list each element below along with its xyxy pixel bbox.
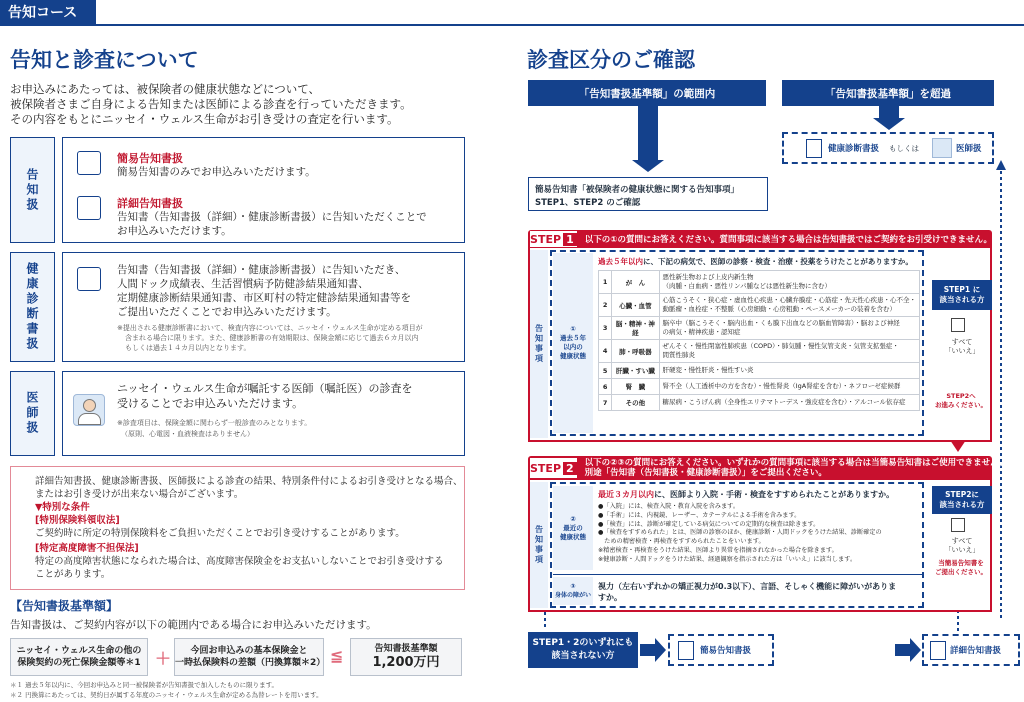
row-number: 5	[599, 363, 612, 379]
simple-head-line: 簡易告知書「被保険者の健康状態に関する告知事項」	[535, 185, 740, 195]
kenshin-desc: 告知書（告知書扱（詳細）・健康診断書扱）に告知いただき、	[117, 264, 406, 276]
cond2-desc: 特定の高度障害状態になられた場合は、高度障害保険金をお支払いしないことでお引き受けする	[35, 556, 444, 567]
pen-document-icon	[930, 641, 946, 660]
note-line: ●「検査」には、診断が確定している病気についての定期的な検査は除きます。	[598, 520, 820, 528]
note-line: ●「検査をすすめられた」とは、医師の診察のほか、健康診断・人間ドックをうけた結果、診断確定の	[598, 529, 882, 537]
special-heading: ▼特別な条件	[35, 502, 90, 513]
row-number: 7	[599, 395, 612, 411]
standard-desc: 告知書扱は、ご契約内容が以下の範囲内である場合にお申込みいただけます。	[10, 619, 377, 631]
simple-title: 簡易告知書扱	[117, 152, 183, 165]
q3-label: ③ 身体の障がい	[553, 577, 593, 605]
desc-line: 心筋こうそく・狭心症・虚血性心疾患・心臓弁膜症・心筋症・先天性心疾患・心不全・	[662, 296, 916, 304]
desc-line: 脳卒中（脳こうそく・脳内出血・くも膜下出血などの脳血管障害）・脳および神経	[662, 319, 900, 327]
ishi-side: 医師扱	[10, 371, 55, 456]
notice-intro: 詳細告知書扱、健康診断書扱、医師扱による診査の結果、特別条件付によるお引き受けとなる場合、	[35, 476, 463, 487]
q1-text	[598, 256, 913, 267]
step1-badge: STEP 1	[530, 231, 577, 247]
footnote-2: ＊２ 円換算にあたっては、契約日が属する年度のニッセイ・ウェルス生命が定める為替レートを用います。	[10, 691, 323, 699]
notice-intro: またはお引き受けが出来ない場合がございます。	[35, 489, 244, 500]
lead-line: その内容をもとにニッセイ・ウェルス生命がお引き受けの査定を行います。	[10, 112, 399, 126]
cond2-desc: ことがあります。	[35, 569, 111, 580]
row-number: 6	[599, 379, 612, 395]
over-option-b: 医師扱	[956, 144, 982, 154]
within-header: 「告知書扱基準額」の範囲内	[528, 80, 766, 106]
ishi-note: ※診査項目は、保険金額に関わらず一般診査のみとなります。	[117, 419, 312, 427]
document-icon	[678, 641, 694, 660]
detail-desc: 告知書（告知書扱（詳細）・健康診断書扱）に告知いただくことで	[117, 211, 427, 223]
table-row	[599, 395, 920, 411]
step1-instruction: 以下の①の質問にお答えください。質問事項に該当する場合は告知書扱ではご契約をお引受けできません。	[584, 235, 992, 245]
row-number: 1	[599, 271, 612, 294]
q2-label: ② 最近の 健康状態	[553, 486, 593, 570]
step2-side: 告知事項	[530, 482, 548, 608]
section-tab: 告知コース	[0, 0, 96, 26]
kenshin-note: ※提出される健康診断書において、検査内容については、ニッセイ・ウェルス生命が定める項目が	[117, 324, 423, 332]
table-row	[599, 294, 920, 317]
footnote-1: ＊１ 過去５年以内に、今回お申込みと同一被保険者が告知書扱で加入したものに限ります。	[10, 681, 279, 689]
note-line: ※健康診断・人間ドックをうけた結果、経過観察を指示された方は「いいえ」に該当します。	[598, 555, 857, 563]
disease-category: 肝臓・すい臓	[612, 363, 659, 379]
q3-text: 視力（左右いずれかの矯正視力が0.3以下）、言語、そしゃく機能に障がいがありま すか。	[598, 582, 897, 602]
lead-line: 被保険者さまご自身による告知または医師による診査を行っていただきます。	[10, 97, 412, 111]
note-line: ●「手術」には、内視鏡、レーザー、カテーテルによる手術を含みます。	[598, 511, 801, 519]
none-applies-box: STEP1・2のいずれにも 該当されない方	[528, 632, 638, 668]
box2-line: 一時払保険料の差額（円換算額＊2）	[175, 658, 326, 668]
lead-line: お申込みにあたっては、被保険者の健康状態などについて、	[10, 82, 321, 96]
simple-desc: 簡易告知書のみでお申込みいただけます。	[117, 166, 316, 178]
kenshin-desc: ご提出いただくことでお申込みいただけます。	[117, 306, 337, 318]
ishi-desc: ニッセイ・ウェルス生命が嘱託する医師（嘱託医）の診査を	[117, 382, 413, 395]
standard-title: 【告知書扱基準額】	[10, 599, 119, 613]
cond2-title: [特定高度障害不担保法]	[35, 543, 139, 554]
kenshin-desc: 定期健康診断結果通知書、市区町村の特定健診結果通知書等を	[117, 292, 411, 304]
step2-checkbox[interactable]	[951, 518, 965, 532]
disease-category: 腎 臓	[612, 379, 659, 395]
step2-applies: STEP2に 該当される方	[932, 486, 992, 514]
desc-line: ぜんそく・慢性閉塞性肺疾患（COPD）・肺気腫・慢性気管支炎・気管支拡張症・	[662, 342, 899, 350]
q1-label: ① 過去５年 以内の 健康状態	[553, 253, 593, 433]
q1-emphasis: 過去５年以内	[598, 257, 643, 266]
desc-line: 肝硬変・慢性肝炎・慢性すい炎	[662, 366, 754, 374]
over-option-a: 健康診断書扱	[828, 144, 880, 154]
cond1-desc: ご契約時に所定の特別保険料をご負担いただくことでお引き受けすることがあります。	[35, 528, 405, 539]
step2-bar	[528, 456, 1008, 480]
q-divider	[553, 574, 923, 575]
cond1-title: [特別保険料領収法]	[35, 515, 120, 526]
desc-line: 悪性新生物および上皮内新生物	[662, 273, 754, 281]
row-number: 2	[599, 294, 612, 317]
box1-line: 保険契約の死亡保険金額等＊1	[17, 658, 141, 668]
step1-applies: STEP1 に 該当される方	[932, 280, 992, 310]
note-line: ●「入院」には、検査入院・教育入院を含みます。	[598, 503, 740, 510]
table-row	[599, 379, 920, 395]
detail-result-box	[922, 634, 1020, 666]
q2-notes	[598, 503, 882, 565]
box3-label: 告知書扱基準額	[374, 644, 438, 654]
ishi-note: （原則、心電図・血液検査はありません）	[121, 430, 254, 438]
disease-category: が ん	[612, 271, 659, 294]
step1-all-no: すべて 「いいえ」	[944, 338, 980, 355]
disease-desc	[659, 395, 920, 411]
step2-badge: STEP 2	[530, 458, 577, 478]
step1-bar	[528, 230, 992, 248]
detail-title: 詳細告知書扱	[117, 197, 183, 210]
row-number: 3	[599, 317, 612, 340]
ishi-desc: 受けることでお申込みいただけます。	[117, 397, 304, 410]
left-title: 告知と診査について	[10, 48, 199, 72]
desc-line: 糖尿病・こうげん病（全身性エリテマトーデス・強皮症を含む）・アルコール依存症	[662, 398, 906, 406]
over-options-box	[782, 132, 994, 164]
disease-category: 脳・精神・神経	[612, 317, 659, 340]
box3-value: 1,200万円	[372, 655, 440, 670]
disease-desc	[659, 317, 920, 340]
desc-line: の病気・精神疾患・認知症	[662, 328, 741, 336]
disease-desc	[659, 294, 920, 317]
disease-desc	[659, 340, 920, 363]
step1-checkbox[interactable]	[951, 318, 965, 332]
table-row	[599, 271, 920, 294]
note-line: ための精密検査・再検査をすすめられたことをいいます。	[598, 538, 765, 546]
disease-category: 心臓・血管	[612, 294, 659, 317]
step1-side: 告知事項	[530, 250, 548, 438]
plus-sign: ＋	[155, 649, 172, 668]
step2-all-no: すべて 「いいえ」	[944, 537, 980, 554]
simple-result-box	[668, 634, 774, 666]
table-row	[599, 340, 920, 363]
right-title: 診査区分のご確認	[527, 48, 695, 72]
table-row	[599, 317, 920, 340]
le-sign: ≦	[330, 646, 344, 665]
desc-line: 間質性肺炎	[662, 351, 695, 359]
q1-rest: に、下記の病気で、医師の診察・検査・治療・投薬をうけたことがありますか。	[643, 257, 913, 266]
kenshin-desc: 人間ドック成績表、生活習慣病予防健診結果通知書、	[117, 278, 369, 290]
simple-head-line: STEP1、STEP2 のご確認	[535, 198, 641, 208]
disease-table	[598, 270, 920, 411]
disease-desc	[659, 271, 920, 294]
row-number: 4	[599, 340, 612, 363]
table-row	[599, 363, 920, 379]
over-header: 「告知書扱基準額」を超過	[782, 80, 994, 106]
desc-line: 動脈瘤・血栓症・不整脈（心房細動・心房粗動・ペースメーカーの装着を含む）	[662, 305, 897, 313]
kenshin-note: 含まれる場合に限ります。また、健康診断書の有効期限は、保険金額に応じて過去６カ月以内	[125, 334, 419, 342]
simple-form-header	[528, 177, 768, 211]
document-icon	[806, 139, 822, 158]
q2-text: 最近３カ月以内に、医師より入院・手術・検査をすすめられたことがありますか。	[598, 490, 895, 499]
desc-line: （肉腫・白血病・悪性リンパ腫などは悪性新生物に含む）	[662, 282, 832, 290]
kenshin-note: もしくは過去１４カ月以内となります。	[125, 344, 251, 352]
disease-category: その他	[612, 395, 659, 411]
kenshin-side: 健康診断書扱	[10, 252, 55, 362]
disease-category: 肺・呼吸器	[612, 340, 659, 363]
box2-line: 今回お申込みの基本保険金と	[190, 646, 308, 656]
detail-desc: お申込みいただけます。	[117, 225, 232, 237]
doctor-icon	[932, 138, 952, 158]
box1-line: ニッセイ・ウェルス生命の他の	[16, 646, 142, 656]
detail-result-label: 詳細告知書扱	[950, 646, 1002, 656]
note-line: ※精密検査・再検査をうけた結果、医師より異常を指摘されなかった場合を除きます。	[598, 546, 838, 554]
simple-result-label: 簡易告知書扱	[700, 646, 752, 656]
disease-desc	[659, 379, 920, 395]
step2-ok: 当簡易告知書を ご提出ください。	[935, 559, 987, 576]
step2-instruction: 以下の②③の質問にお答えください。いずれかの質問事項に該当する場合は当簡易告知書はご使用できません。 別途「告知書（告知書扱・健康診断書扱）」をご提出ください。	[584, 458, 1008, 478]
step1-next: STEP2へ お進みください。	[935, 392, 987, 409]
over-or: もしくは	[889, 144, 919, 153]
desc-line: 腎不全（人工透析中の方を含む）・慢性腎炎（IgA腎症を含む）・ネフローゼ症候群	[662, 382, 901, 390]
disease-desc	[659, 363, 920, 379]
kokuchi-side: 告知扱	[10, 137, 55, 243]
